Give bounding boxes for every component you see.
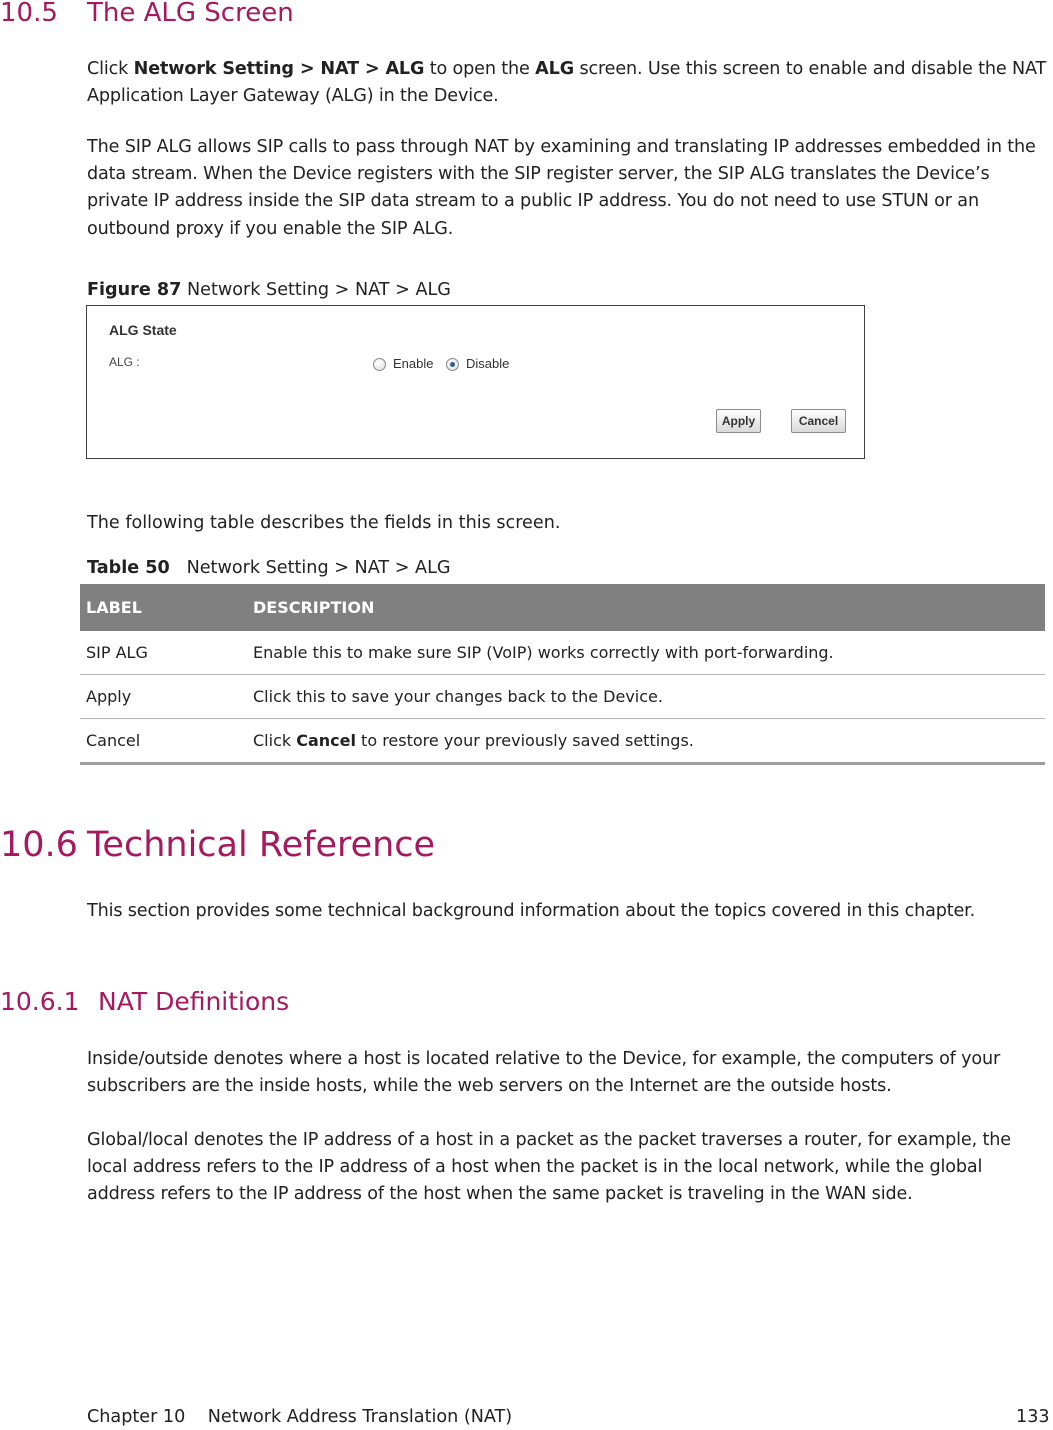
section-heading-10-6-1 <box>0 985 289 1019</box>
cancel-button[interactable]: Cancel <box>791 409 846 433</box>
disable-radio-label[interactable]: Disable <box>466 356 510 371</box>
table-header-row <box>80 584 1045 631</box>
paragraph-global-local: Global/local denotes the IP address of a host in a packet as the packet traverses a router, for example, the local address refers to the IP address of a host when the packet is in the local network, while the global address refers to the IP address of the host when the same packet is traveling in the WAN side. <box>87 1130 1011 1205</box>
figure-caption: Figure 87 Network Setting > NAT > ALG <box>87 280 451 300</box>
field-description-table <box>80 584 1045 765</box>
section-heading-10-6 <box>0 823 435 867</box>
alg-state-title: ALG State <box>109 322 177 338</box>
section-number: 10.6 <box>0 825 78 865</box>
paragraph-sip-alg: The SIP ALG allows SIP calls to pass through NAT by examining and translating IP addresses embedded in the data stream. When the Device registers with the SIP register server, the SIP ALG translates the Device’s private IP address inside the SIP data stream to a public IP address. You do not need to use STUN or an outbound proxy if you enable the SIP ALG. <box>87 137 1036 239</box>
paragraph-technical-reference: This section provides some technical background information about the topics covered in this chapter. <box>87 901 976 921</box>
paragraph-inside-outside: Inside/outside denotes where a host is located relative to the Device, for example, the computers of your subscribers are the inside hosts, while the web servers on the Internet are the outside hosts. <box>87 1049 1001 1097</box>
section-heading-10-5 <box>0 0 294 30</box>
menu-path: Network Setting > NAT > ALG <box>133 59 425 79</box>
section-title: NAT Definitions <box>98 987 290 1016</box>
alg-screen-figure <box>86 305 865 459</box>
row-description: Click this to save your changes back to the Device. <box>247 675 1045 719</box>
section-title: The ALG Screen <box>87 0 294 28</box>
row-label: SIP ALG <box>80 631 247 675</box>
alg-field-label: ALG : <box>109 355 140 369</box>
apply-button[interactable]: Apply <box>716 409 761 433</box>
paragraph-alg-intro: Click Network Setting > NAT > ALG to open the ALG screen. Use this screen to enable and disable the NAT Application Layer Gateway (ALG) in the Device. <box>87 59 1047 107</box>
row-label: Cancel <box>80 719 247 764</box>
row-description: Click Cancel to restore your previously saved settings. <box>247 719 1045 764</box>
section-number: 10.5 <box>0 0 58 28</box>
header-label: LABEL <box>80 584 247 631</box>
table-intro: The following table describes the fields in this screen. <box>87 513 561 533</box>
footer-chapter: Chapter 10 Network Address Translation (NAT) <box>87 1407 513 1427</box>
table-row <box>80 719 1045 764</box>
section-title: Technical Reference <box>87 825 436 865</box>
header-description: DESCRIPTION <box>247 584 1045 631</box>
table-row <box>80 631 1045 675</box>
page-number: 133 <box>1016 1407 1050 1427</box>
disable-radio[interactable] <box>446 358 459 371</box>
row-description: Enable this to make sure SIP (VoIP) works correctly with port-forwarding. <box>247 631 1045 675</box>
section-number: 10.6.1 <box>0 987 80 1016</box>
table-caption: Table 50 Network Setting > NAT > ALG <box>87 558 451 578</box>
screen-name: ALG <box>535 59 574 79</box>
enable-radio[interactable] <box>373 358 386 371</box>
table-row <box>80 675 1045 719</box>
enable-radio-label[interactable]: Enable <box>393 356 434 371</box>
row-label: Apply <box>80 675 247 719</box>
